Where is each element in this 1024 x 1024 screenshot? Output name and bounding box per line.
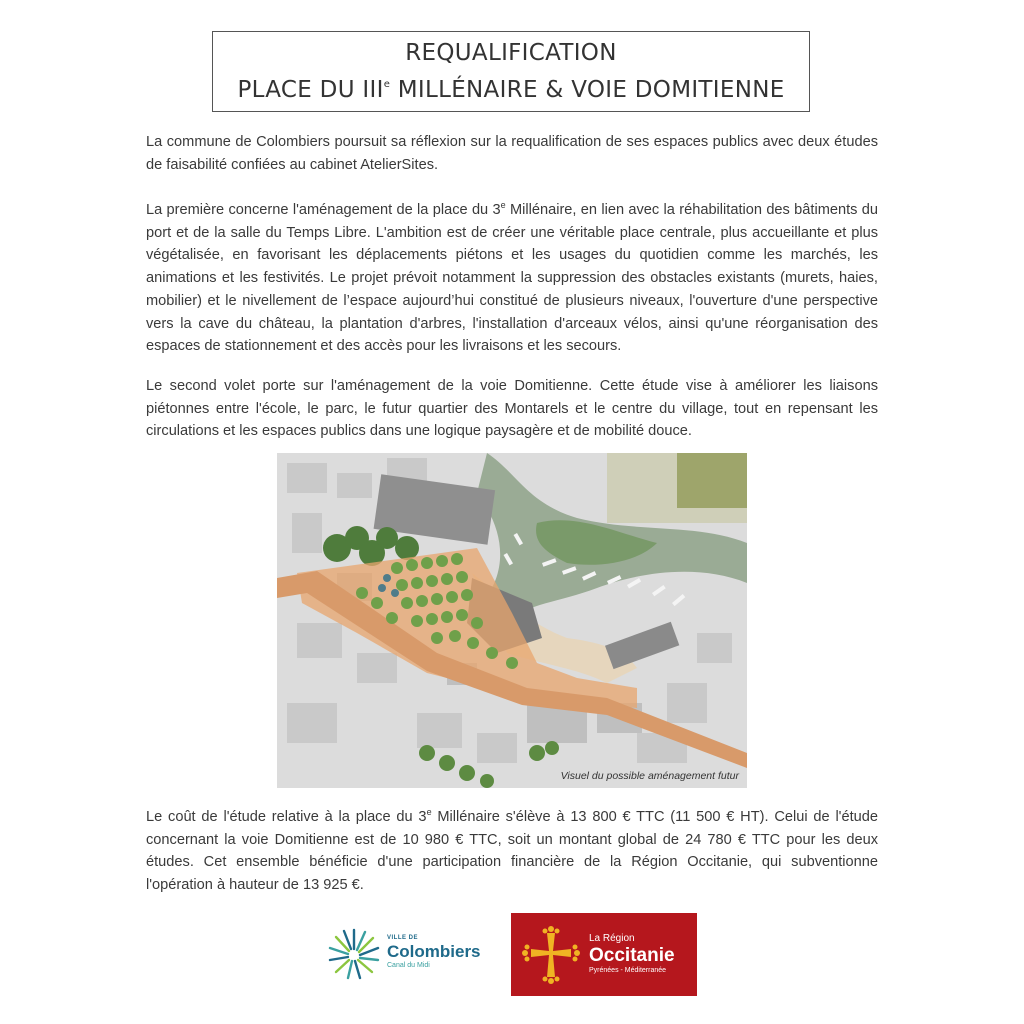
aerial-plan-image [277, 453, 747, 788]
cost-paragraph: Le coût de l'étude relative à la place du 3e Millénaire s'élève à 13 800 € TTC (11 500 € HT). Celui de l'étude concernant la voie Domitienne est de 10 980 € TTC, soit un montant global de 24 780 € TTC pour les deux études. Cet ensemble bénéficie d'une participation financière de la Région Occitanie, qui subventionne l'opération à hauteur de 13 925 €. [146, 807, 878, 894]
region-sub: Pyrénées - Méditerranée [589, 967, 667, 974]
colombiers-name: Colombiers [387, 942, 481, 961]
occitan-cross-icon [519, 923, 583, 987]
intro-paragraph: La commune de Colombiers poursuit sa réflexion sur la requalification de ses espaces publics avec deux études de faisabilité confiées au cabinet AtelierSites. [146, 134, 878, 173]
region-name: Occitanie [589, 945, 675, 966]
colombiers-ville-de: VILLE DE [387, 935, 419, 941]
region-occitanie-logo [511, 913, 697, 996]
image-caption: Visuel du possible aménagement futur [560, 770, 739, 782]
sunburst-icon [327, 927, 381, 981]
voie-paragraph: Le second volet porte sur l'aménagement de la voie Domitienne. Cette étude vise à améliorer les liaisons piétonnes entre l'école, le parc, le futur quartier des Montarels et le centre du village, tout en repensant les circulations et les espaces publics dans une logique paysagère et de mobilité douce. [146, 378, 878, 440]
title-box [212, 31, 810, 112]
title-line-2: PLACE DU IIIe MILLÉNAIRE & VOIE DOMITIENNE [237, 77, 785, 103]
colombiers-logo [325, 925, 485, 985]
title-line-1: REQUALIFICATION [405, 40, 617, 66]
region-la-region: La Région [589, 933, 635, 944]
place-paragraph: La première concerne l'aménagement de la place du 3e Millénaire, en lien avec la réhabilitation des bâtiments du port et de la salle du Temps Libre. L'ambition est de créer une véritable place centrale, plus accueillante et plus végétalisée, en favorisant les déplacements piétons et les usages du quotidien comme les marchés, les animations et les festivités. Le projet prévoit notamment la suppression des obstacles existants (murets, haies, mobilier) et le nivellement de l’espace aujourd’hui constitué de plusieurs niveaux, l'ouverture d'une perspective vers la cave du château, la plantation d'arbres, l'installation d'arceaux vélos, ainsi qu'une réorganisation des espaces de stationnement et des accès pour les livraisons et les secours. [146, 200, 878, 355]
colombiers-sub: Canal du Midi [387, 962, 430, 969]
